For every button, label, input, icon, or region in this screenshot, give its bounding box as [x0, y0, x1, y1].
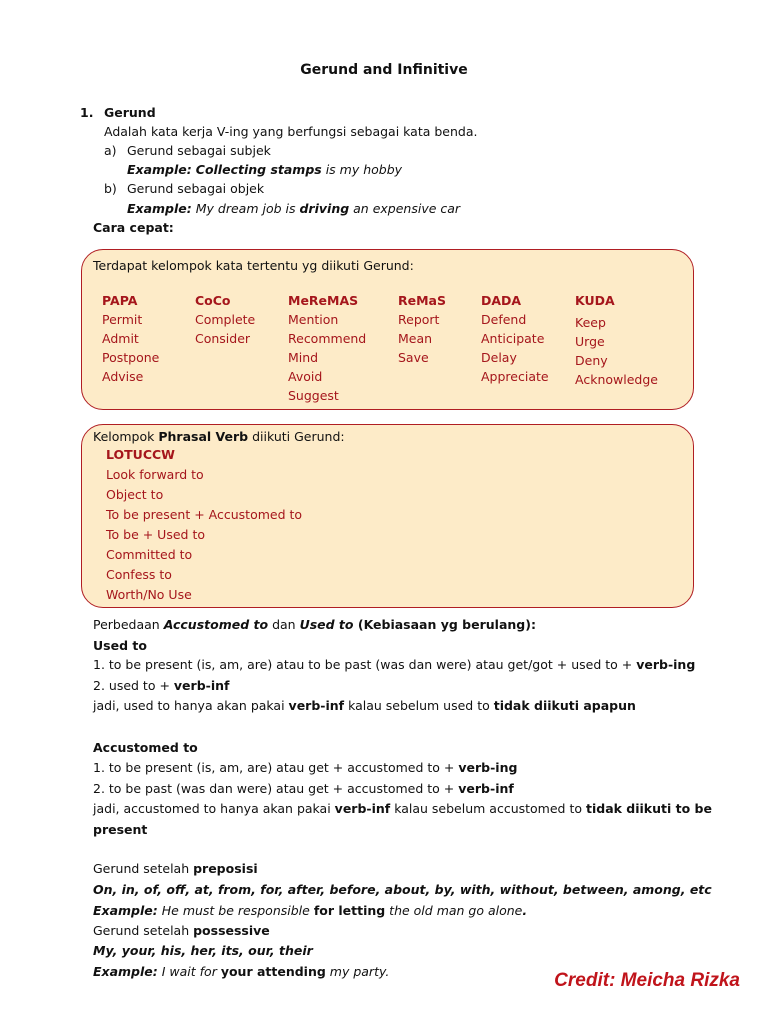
example-rest: is my hobby [321, 162, 403, 177]
accustomed-to-note [93, 801, 712, 816]
group-header: DADA [481, 293, 522, 308]
diff-pre: Perbedaan [93, 617, 164, 632]
example-pre: I wait for [157, 964, 221, 979]
example-post: my party. [325, 964, 390, 979]
group-header: CoCo [195, 293, 231, 308]
item-b-label: b) [104, 181, 117, 196]
item-a-text: Gerund sebagai subjek [127, 143, 271, 158]
item-b-text: Gerund sebagai objek [127, 181, 265, 196]
heading-bold: possessive [193, 923, 270, 938]
diff-post: (Kebiasaan yg berulang): [353, 617, 536, 632]
group-word: Complete [195, 312, 256, 327]
gerund-verb-groups-box [81, 249, 694, 410]
group-word: Admit [102, 331, 139, 346]
accustomed-to-heading: Accustomed to [93, 740, 198, 755]
group-word: Mention [288, 312, 339, 327]
diff-mid: dan [268, 617, 300, 632]
used-to-line-2 [93, 678, 229, 693]
intro-pre: Kelompok [93, 429, 159, 444]
possessive-list: My, your, his, her, its, our, their [93, 943, 313, 958]
example-pre: My dream job is [191, 201, 300, 216]
phrasal-verb-item: To be + Used to [106, 527, 205, 542]
section-number: 1. [80, 105, 94, 120]
preposition-list: On, in, of, off, at, from, for, after, before, about, by, with, without, between, among, etc [93, 882, 712, 897]
gerund-definition: Adalah kata kerja V-ing yang berfungsi sebagai kata benda. [104, 124, 478, 139]
line-text: 1. to be present (is, am, are) atau to be past (was dan were) atau get/got + used to + [93, 657, 637, 672]
phrasal-verb-list [106, 445, 302, 605]
group-word: Permit [102, 312, 143, 327]
group-papa [102, 291, 159, 386]
line-text: 1. to be present (is, am, are) atau get + accustomed to + [93, 760, 459, 775]
heading-bold: preposisi [193, 861, 258, 876]
preposition-heading [93, 861, 258, 876]
group-word: Save [398, 350, 429, 365]
group-word: Keep [575, 315, 606, 330]
example-label: Example: [93, 903, 158, 918]
possessive-example [93, 964, 389, 979]
note-bold: verb-inf [288, 698, 345, 713]
example-bold: for letting [313, 903, 386, 918]
difference-heading [93, 617, 536, 632]
heading-text: Gerund setelah [93, 923, 194, 938]
group-word: Consider [195, 331, 251, 346]
group-word: Avoid [288, 369, 323, 384]
example-bold: your attending [220, 964, 326, 979]
phrasal-verb-item: Worth/No Use [106, 587, 192, 602]
example-bold: Collecting stamps [195, 162, 322, 177]
group-header: KUDA [575, 293, 615, 308]
group-word: Acknowledge [575, 372, 658, 387]
example-label: Example: [127, 201, 192, 216]
used-to-line-1 [93, 657, 695, 672]
note-bold: tidak diikuti apapun [493, 698, 636, 713]
group-header: PAPA [102, 293, 138, 308]
group-word: Defend [481, 312, 527, 327]
example-bold: driving [299, 201, 350, 216]
group-word: Urge [575, 334, 605, 349]
group-header: MeReMAS [288, 293, 359, 308]
note-text: jadi, accustomed to hanya akan pakai [93, 801, 335, 816]
phrasal-verb-item: To be present + Accustomed to [106, 507, 303, 522]
group-coco [195, 291, 255, 348]
phrasal-verb-item: Confess to [106, 567, 172, 582]
diff-term2: Used to [299, 617, 354, 632]
accustomed-to-line-2 [93, 781, 514, 796]
intro-bold: Phrasal Verb [158, 429, 249, 444]
line-bold: verb-inf [458, 781, 514, 796]
cara-cepat: Cara cepat: [93, 220, 174, 235]
line-bold: verb-inf [173, 678, 230, 693]
box1-intro: Terdapat kelompok kata tertentu yg diikuti Gerund: [93, 258, 414, 273]
verb-groups [82, 291, 692, 406]
possessive-heading [93, 923, 270, 938]
phrasal-verb-item: Look forward to [106, 467, 204, 482]
item-a-label: a) [104, 143, 117, 158]
box2-intro [93, 429, 345, 444]
page-title: Gerund and Infinitive [300, 62, 468, 78]
diff-term1: Accustomed to [163, 617, 269, 632]
lotuccw-header: LOTUCCW [106, 447, 175, 462]
accustomed-to-note-cont: present [93, 822, 148, 837]
phrasal-verb-item: Committed to [106, 547, 193, 562]
phrasal-verb-item: Object to [106, 487, 164, 502]
line-text: 2. used to + [93, 678, 174, 693]
example-label: Example: [93, 964, 158, 979]
example-label: Example: [127, 162, 192, 177]
group-word: Advise [102, 369, 144, 384]
item-a-example [127, 162, 402, 177]
group-kuda [575, 291, 658, 389]
note-text: kalau sebelum used to [344, 698, 494, 713]
group-remas [398, 291, 446, 367]
used-to-note [93, 698, 636, 713]
group-word: Delay [481, 350, 517, 365]
accustomed-to-line-1 [93, 760, 517, 775]
example-post: the old man go alone [385, 903, 523, 918]
note-text: jadi, used to hanya akan pakai [93, 698, 289, 713]
used-to-heading: Used to [93, 638, 147, 653]
item-b-example [127, 201, 460, 216]
group-word: Anticipate [481, 331, 545, 346]
group-dada [481, 291, 549, 386]
phrasal-verb-box [81, 424, 694, 608]
group-word: Recommend [288, 331, 367, 346]
intro-post: diikuti Gerund: [248, 429, 345, 444]
group-word: Report [398, 312, 440, 327]
group-word: Mean [398, 331, 433, 346]
credit-text: Credit: Meicha Rizka [554, 970, 740, 991]
note-bold: verb-inf [334, 801, 391, 816]
group-word: Deny [575, 353, 608, 368]
example-pre: He must be responsible [157, 903, 314, 918]
note-bold: tidak diikuti to be [585, 801, 712, 816]
note-text: kalau sebelum accustomed to [390, 801, 586, 816]
line-text: 2. to be past (was dan were) atau get + accustomed to + [93, 781, 459, 796]
group-header: ReMaS [398, 293, 446, 308]
group-word: Mind [288, 350, 319, 365]
line-bold: verb-ing [636, 657, 696, 672]
example-post: an expensive car [349, 201, 461, 216]
section-heading: Gerund [104, 105, 156, 120]
group-word: Suggest [288, 388, 339, 403]
heading-text: Gerund setelah [93, 861, 194, 876]
line-bold: verb-ing [458, 760, 518, 775]
group-meremas [288, 291, 366, 405]
preposition-example [93, 903, 527, 918]
example-end: . [522, 903, 528, 918]
group-word: Appreciate [481, 369, 549, 384]
group-word: Postpone [102, 350, 160, 365]
